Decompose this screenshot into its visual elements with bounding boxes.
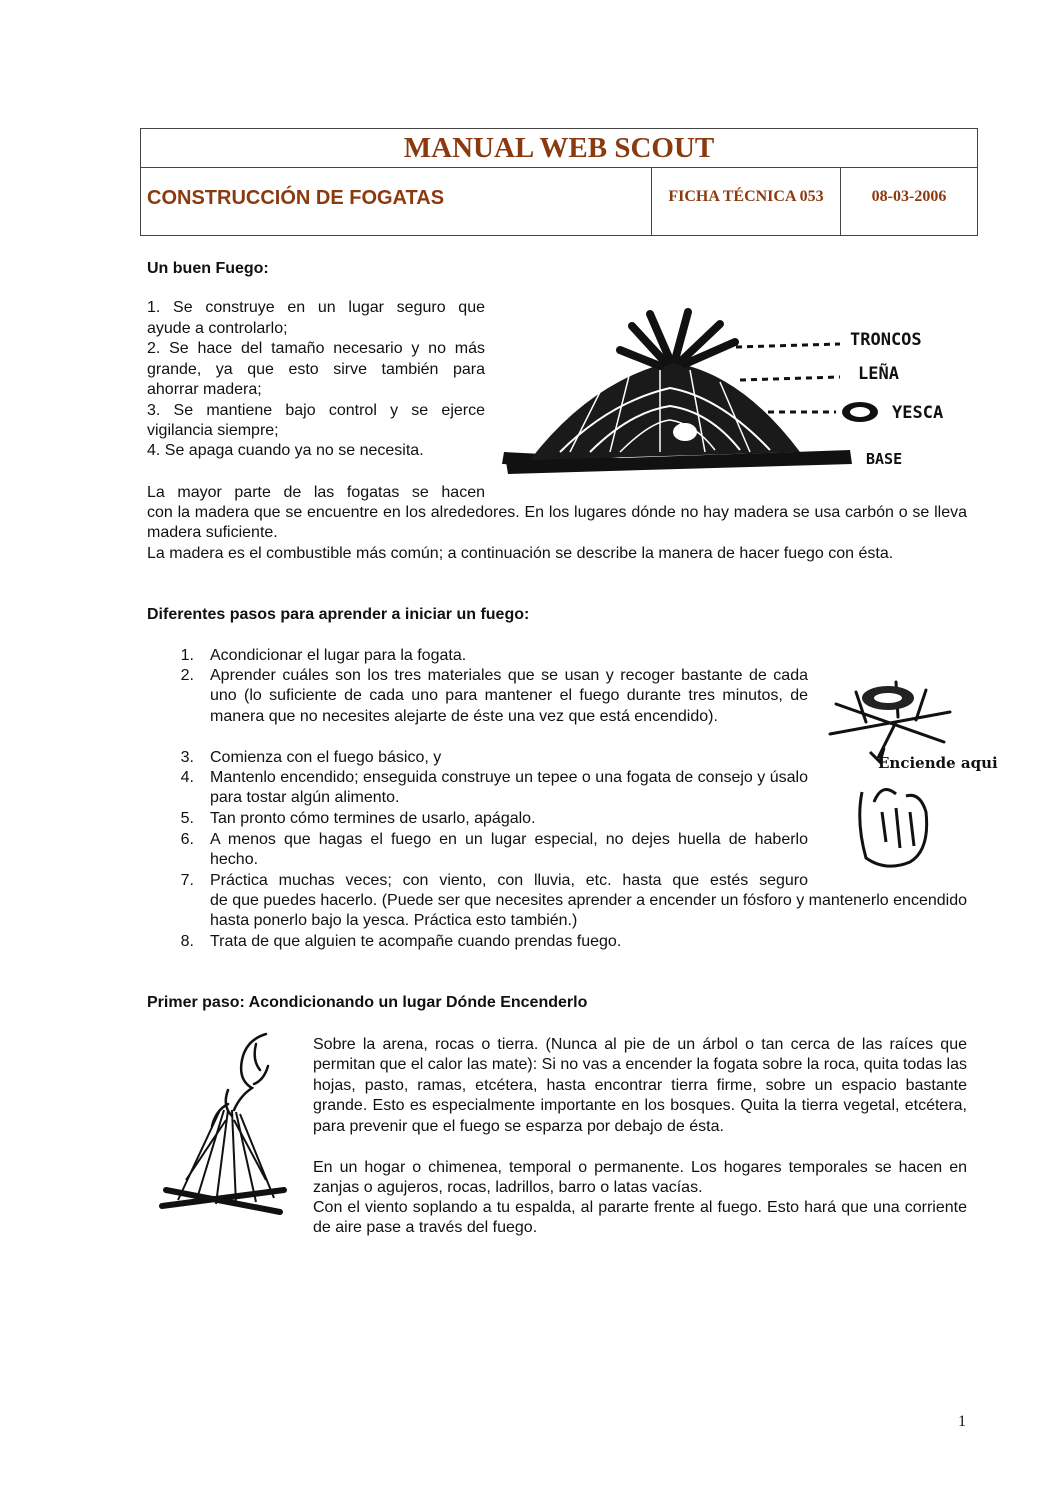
header-table xyxy=(140,128,978,236)
list-line: ayude a controlarlo; xyxy=(147,320,288,337)
list-item-continuation: de que puedes hacerlo. (Puede ser que necesites aprender a encender un fósforo y mantenerlo encendido hasta ponerlo bajo la yesca. Práctica esto también.) xyxy=(210,892,967,930)
label-troncos: TRONCOS xyxy=(850,330,922,350)
label-lena: LEÑA xyxy=(858,364,899,384)
list-line: vigilancia siempre; xyxy=(147,422,279,439)
paragraph-arena: Sobre la arena, rocas o tierra. (Nunca al pie de un árbol o tan cerca de las raíces que permitan que el calor las mate): Si no vas a encender la fogata sobre la roca, quita todas las hojas, pasto, ramas, etcétera, hasta encontrar tierra firme, sobre un espacio bastante grande. Esto es especialmente importante en los bosques. Quita la tierra vegetal, etcétera, para prevenir que el fuego se esparza por debajo de ésta. xyxy=(313,1036,967,1135)
label-yesca: YESCA xyxy=(892,403,944,423)
list-line: grande, ya que esto sirve también para xyxy=(147,361,485,378)
paragraph-fogatas: con la madera que se encuentre en los alrededores. En los lugares dónde no hay madera se usa carbón o se lleva madera suficiente. xyxy=(147,504,967,542)
list-line: ahorrar madera; xyxy=(147,381,262,398)
list-line: 1. Se construye en un lugar seguro que xyxy=(147,299,485,316)
label-base: BASE xyxy=(866,450,903,468)
fire-illustration xyxy=(156,1030,290,1220)
paragraph-hogar: En un hogar o chimenea, temporal o permanente. Los hogares temporales se hacen en zanjas o agujeros, rocas, ladrillos, barro o latas vacías. xyxy=(313,1159,967,1197)
section-heading-primer-paso: Primer paso: Acondicionando un lugar Dónde Encenderlo xyxy=(147,994,588,1011)
document-subject: CONSTRUCCIÓN DE FOGATAS xyxy=(147,187,445,209)
ficha-number: FICHA TÉCNICA 053 xyxy=(651,167,840,236)
document-title: MANUAL WEB SCOUT xyxy=(141,129,977,168)
section-heading-pasos: Diferentes pasos para aprender a iniciar un fuego: xyxy=(147,606,530,623)
campfire-diagram xyxy=(500,302,970,484)
list-line: 4. Se apaga cuando ya no se necesita. xyxy=(147,442,424,459)
document-date: 08-03-2006 xyxy=(840,167,977,236)
paragraph-madera: La madera es el combustible más común; a continuación se describe la manera de hacer fuego con ésta. xyxy=(147,545,894,562)
section-heading-buen-fuego: Un buen Fuego: xyxy=(147,260,269,277)
list-line: 2. Se hace del tamaño necesario y no más xyxy=(147,340,485,357)
list-line: 3. Se mantiene bajo control y se ejerce xyxy=(147,402,485,419)
match-lighting-illustration xyxy=(826,662,998,876)
figure-label-enciende: Enciende aqui xyxy=(878,754,998,772)
page-number: 1 xyxy=(958,1413,966,1430)
paragraph-viento: Con el viento soplando a tu espalda, al pararte frente al fuego. Esto hará que una corriente de aire pase a través del fuego. xyxy=(313,1199,967,1237)
header-row xyxy=(141,167,977,236)
paragraph-line: La mayor parte de las fogatas se hacen xyxy=(147,484,485,501)
